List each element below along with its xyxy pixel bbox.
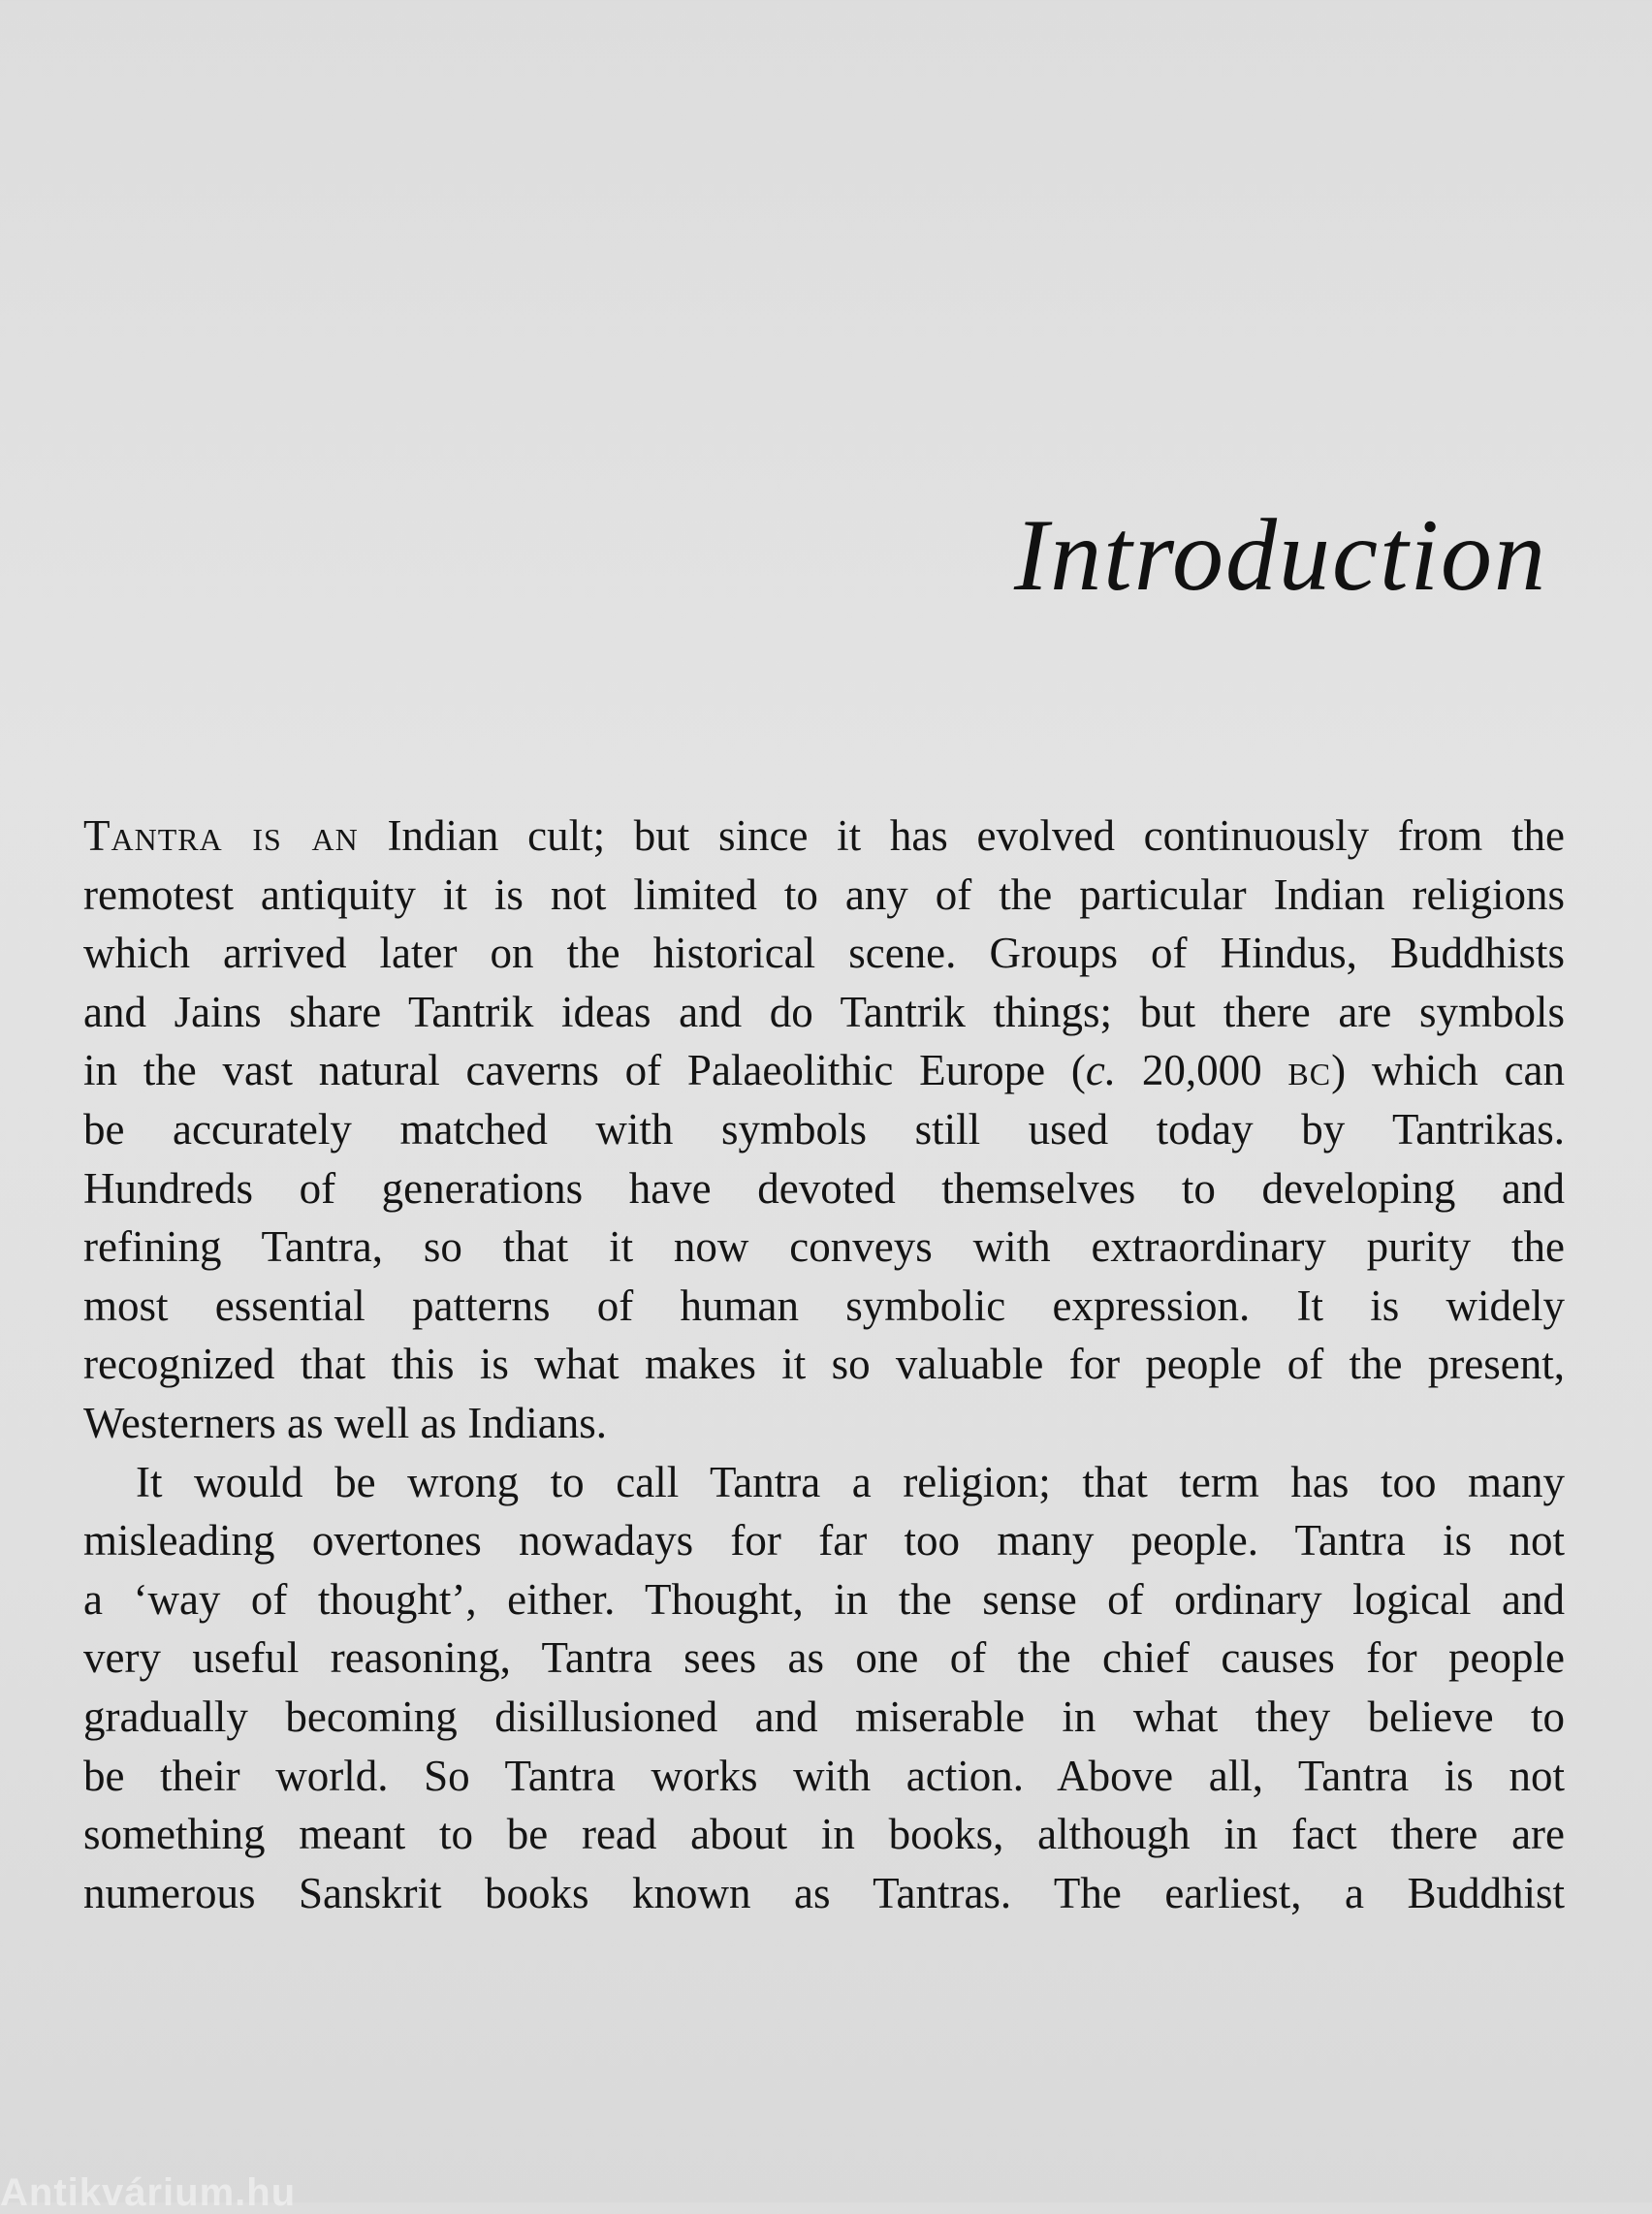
paragraph-line: remotest antiquity it is not limited to any of the particular Indian religions [83, 870, 1565, 919]
paragraph-line: gradually becoming disillusioned and miserable in what they believe to [83, 1692, 1565, 1741]
paragraph-line: very useful reasoning, Tantra sees as one of the chief causes for people [83, 1633, 1565, 1683]
paragraph-line: misleading overtones nowadays for far too many people. Tantra is not [83, 1516, 1565, 1566]
paragraph-line: refining Tantra, so that it now conveys with extraordinary purity the [83, 1222, 1565, 1272]
paragraph-line: and Jains share Tantrik ideas and do Tantrik things; but there are symbols [83, 987, 1565, 1036]
paragraph-line: Westerners as well as Indians. [83, 1398, 607, 1447]
paragraph-line: a ‘way of thought’, either. Thought, in the sense of ordinary logical and [83, 1574, 1565, 1624]
paragraph-line: Tantra is an Indian cult; but since it has evolved continuously from the [83, 811, 1565, 860]
watermark: Antikvárium.hu [0, 2171, 297, 2214]
paragraph-line: recognized that this is what makes it so valuable for people of the present, [83, 1340, 1565, 1389]
circa-abbreviation: c. [1085, 1046, 1117, 1095]
paragraph-line: something meant to be read about in books, although in fact there are [83, 1810, 1565, 1859]
lead-in-small-caps: Tantra is an [83, 811, 359, 860]
paragraph-line: It would be wrong to call Tantra a religion; that term has too many [136, 1457, 1565, 1506]
paragraph-line: which arrived later on the historical scene. Groups of Hindus, Buddhists [83, 929, 1565, 978]
paragraph-line: in the vast natural caverns of Palaeolithic Europe (c. 20,000 bc) which can [83, 1046, 1566, 1095]
chapter-title: Introduction [1013, 498, 1547, 612]
era-small-caps: bc [1287, 1046, 1332, 1095]
paragraph-line: Hundreds of generations have devoted themselves to developing and [83, 1163, 1565, 1213]
paragraph-line: be their world. So Tantra works with action. Above all, Tantra is not [83, 1751, 1565, 1800]
paragraph-line: numerous Sanskrit books known as Tantras. The earliest, a Buddhist [83, 1868, 1565, 1917]
paragraph-line: most essential patterns of human symbolic expression. It is widely [83, 1281, 1565, 1330]
paragraph-line: be accurately matched with symbols still used today by Tantrikas. [83, 1104, 1565, 1154]
body-text [83, 807, 1565, 1922]
